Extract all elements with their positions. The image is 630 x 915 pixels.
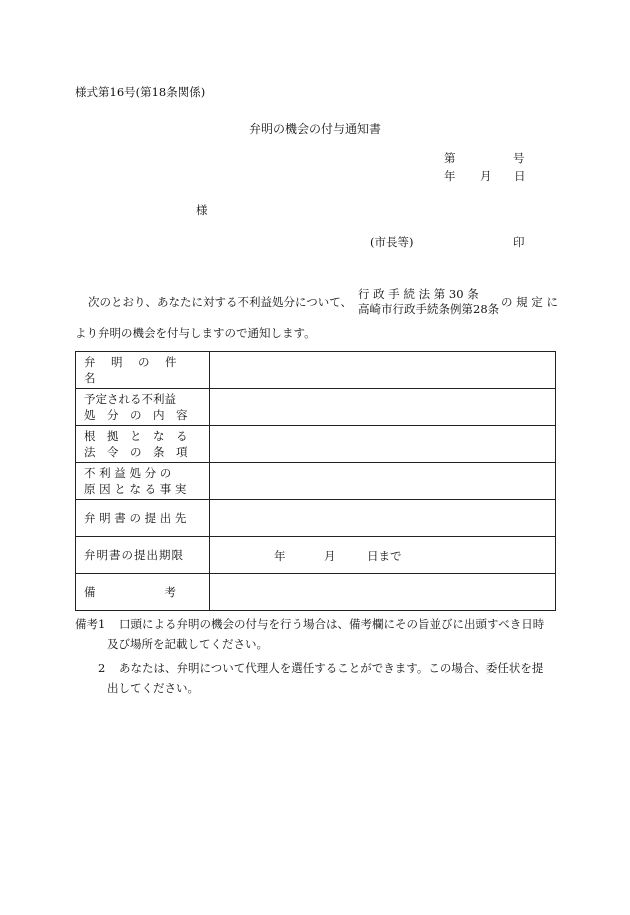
row-label [76,463,210,500]
label-line: 弁 明 の 件 名 [84,355,192,385]
label-line: 原 因 と な る 事 実 [84,482,187,496]
table-row [76,426,556,463]
deadline-value[interactable] [210,537,556,574]
label-line: 処 分 の 内 容 [84,408,188,422]
table-row [76,500,556,537]
body-line2: より弁明の機会を付与しますので通知します。 [75,326,316,340]
document-title: 弁明の機会の付与通知書 [249,122,382,136]
label-line: 根 拠 と な る [84,429,188,443]
row-value[interactable] [210,463,556,500]
row-value[interactable] [210,352,556,389]
table-row [76,574,556,611]
label-line: 不 利 益 処 分 の [84,466,172,480]
note-1-line2: 及び場所を記載してください。 [107,637,268,651]
row-label [76,500,210,537]
date-month: 月 [480,169,492,183]
row-value[interactable] [210,500,556,537]
note-1-line1: 口頭による弁明の機会の付与を行う場合は、備考欄にその旨並びに出頭すべき日時 [119,617,545,631]
doc-number-go: 号 [513,151,525,165]
table-row [76,537,556,574]
body-tail: の 規 定 に [501,295,558,309]
label-line: 弁明書の提出期限 [84,548,184,562]
table-row [76,352,556,389]
row-value[interactable] [210,426,556,463]
seal-mark: 印 [513,235,525,249]
date-year: 年 [444,169,456,183]
form-number: 様式第16号(第18条関係) [75,85,206,99]
row-value[interactable] [210,389,556,426]
label-line: 弁 明 書 の 提 出 先 [84,511,187,525]
note-2-line2: 出してください。 [107,681,199,695]
note-2-number: 2 [98,661,106,675]
notice-table [75,351,556,611]
doc-number-dai: 第 [444,151,456,165]
note-1-prefix: 備考1 [75,617,106,631]
row-label [76,426,210,463]
row-label [76,574,210,611]
deadline-day: 日まで [367,549,402,563]
row-label [76,352,210,389]
body-lead: 次のとおり、あなたに対する不利益処分について、 [88,295,353,309]
law-option-2: 高崎市行政手続条例第28条 [358,302,500,316]
law-option-1: 行 政 手 続 法 第 30 条 [358,287,479,301]
row-label [76,389,210,426]
row-label [76,537,210,574]
sender-label: (市長等) [370,235,414,249]
law-options [358,287,499,317]
deadline-month: 月 [324,549,336,563]
date-day: 日 [514,169,526,183]
row-value[interactable] [210,574,556,611]
table-row [76,389,556,426]
addressee-sama: 様 [196,203,208,217]
note-2-line1: あなたは、弁明について代理人を選任することができます。この場合、委任状を提 [119,661,544,675]
label-line: 予定される不利益 [84,392,176,406]
deadline-year: 年 [274,549,286,563]
label-line: 法 令 の 条 項 [84,445,188,459]
table-row [76,463,556,500]
label-line: 備 考 [84,585,176,599]
